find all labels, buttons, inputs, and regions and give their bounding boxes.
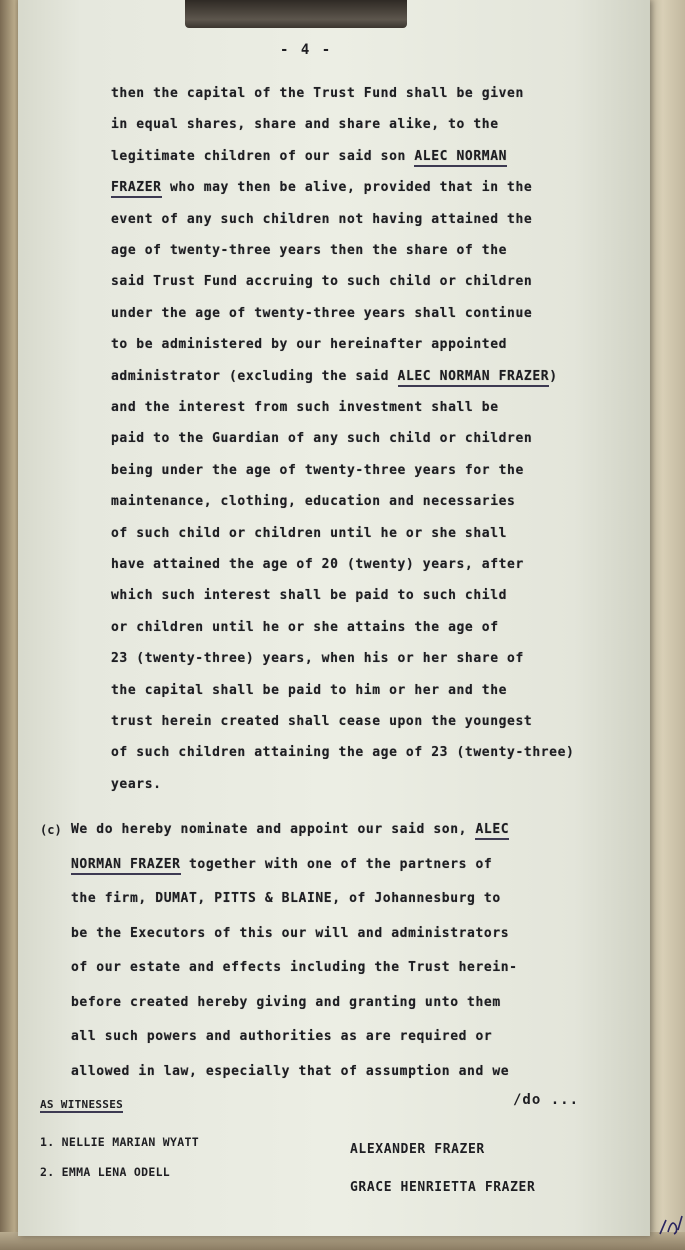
text-line: to be administered by our hereinafter appointed bbox=[111, 337, 508, 353]
underlined-name: ALEC NORMAN bbox=[414, 149, 507, 167]
underlined-name: FRAZER bbox=[111, 180, 162, 198]
item-label-c: (c) bbox=[40, 823, 62, 837]
text-segment: We do hereby nominate and appoint our said son, bbox=[71, 822, 476, 837]
witnesses-heading: AS WITNESSES bbox=[40, 1098, 124, 1111]
text-line: have attained the age of 20 (twenty) years, after bbox=[111, 557, 524, 572]
binding-strip bbox=[185, 0, 407, 28]
text-line: of our estate and effects including the Trust herein- bbox=[71, 960, 518, 975]
witness-1: 1. NELLIE MARIAN WYATT bbox=[40, 1135, 199, 1149]
text-line: in equal shares, share and share alike, to the bbox=[111, 117, 499, 133]
text-line bbox=[71, 822, 509, 837]
text-line: the firm, DUMAT, PITTS & BLAINE, of Johannesburg to bbox=[71, 891, 501, 906]
text-line bbox=[111, 180, 532, 195]
text-line: all such powers and authorities as are required or bbox=[71, 1029, 493, 1044]
testator-1: ALEXANDER FRAZER bbox=[350, 1142, 485, 1157]
underlined-name: NORMAN FRAZER bbox=[71, 857, 181, 875]
page-number: - 4 - bbox=[280, 42, 333, 58]
handwritten-page-mark-icon bbox=[656, 1212, 684, 1238]
text-segment: who may then be alive, provided that in the bbox=[161, 180, 533, 196]
text-line: event of any such children not having attained the bbox=[111, 211, 533, 227]
witness-2: 2. EMMA LENA ODELL bbox=[40, 1165, 171, 1179]
underlined-name: ALEC bbox=[475, 822, 509, 840]
text-line: years. bbox=[111, 776, 162, 792]
text-line: maintenance, clothing, education and necessaries bbox=[111, 494, 516, 510]
text-line: trust herein created shall cease upon the youngest bbox=[111, 714, 533, 729]
page-stack-edge bbox=[645, 0, 685, 1250]
text-segment: administrator (excluding the said bbox=[111, 368, 398, 384]
continuation-marker: /do ... bbox=[513, 1092, 580, 1108]
text-line bbox=[111, 149, 507, 164]
text-line: and the interest from such investment shall be bbox=[111, 400, 499, 415]
text-line: paid to the Guardian of any such child or children bbox=[111, 431, 533, 447]
text-line: being under the age of twenty-three years for the bbox=[111, 462, 524, 478]
text-line: or children until he or she attains the age of bbox=[111, 619, 499, 635]
text-line: said Trust Fund accruing to such child or children bbox=[111, 274, 533, 290]
text-line: of such children attaining the age of 23 (twenty-three) bbox=[111, 745, 575, 761]
text-line: 23 (twenty-three) years, when his or her share of bbox=[111, 651, 524, 667]
text-line bbox=[111, 369, 558, 384]
text-segment: together with one of the partners of bbox=[180, 856, 493, 872]
text-line: then the capital of the Trust Fund shall be given bbox=[111, 86, 524, 101]
underlined-name: ALEC NORMAN FRAZER bbox=[398, 369, 550, 387]
text-line: allowed in law, especially that of assumption and we bbox=[71, 1063, 510, 1079]
document-page bbox=[18, 0, 650, 1236]
testator-2: GRACE HENRIETTA FRAZER bbox=[350, 1180, 536, 1195]
text-line: be the Executors of this our will and administrators bbox=[71, 925, 510, 941]
text-line: the capital shall be paid to him or her and the bbox=[111, 682, 508, 698]
text-segment: ) bbox=[549, 368, 558, 384]
text-line: before created hereby giving and granting unto them bbox=[71, 994, 501, 1010]
text-line bbox=[71, 857, 492, 872]
text-line: of such child or children until he or she shall bbox=[111, 525, 508, 541]
text-segment: legitimate children of our said son bbox=[111, 148, 415, 164]
text-line: which such interest shall be paid to such child bbox=[111, 588, 508, 604]
text-line: age of twenty-three years then the share of the bbox=[111, 243, 508, 258]
text-line: under the age of twenty-three years shall continue bbox=[111, 305, 533, 321]
